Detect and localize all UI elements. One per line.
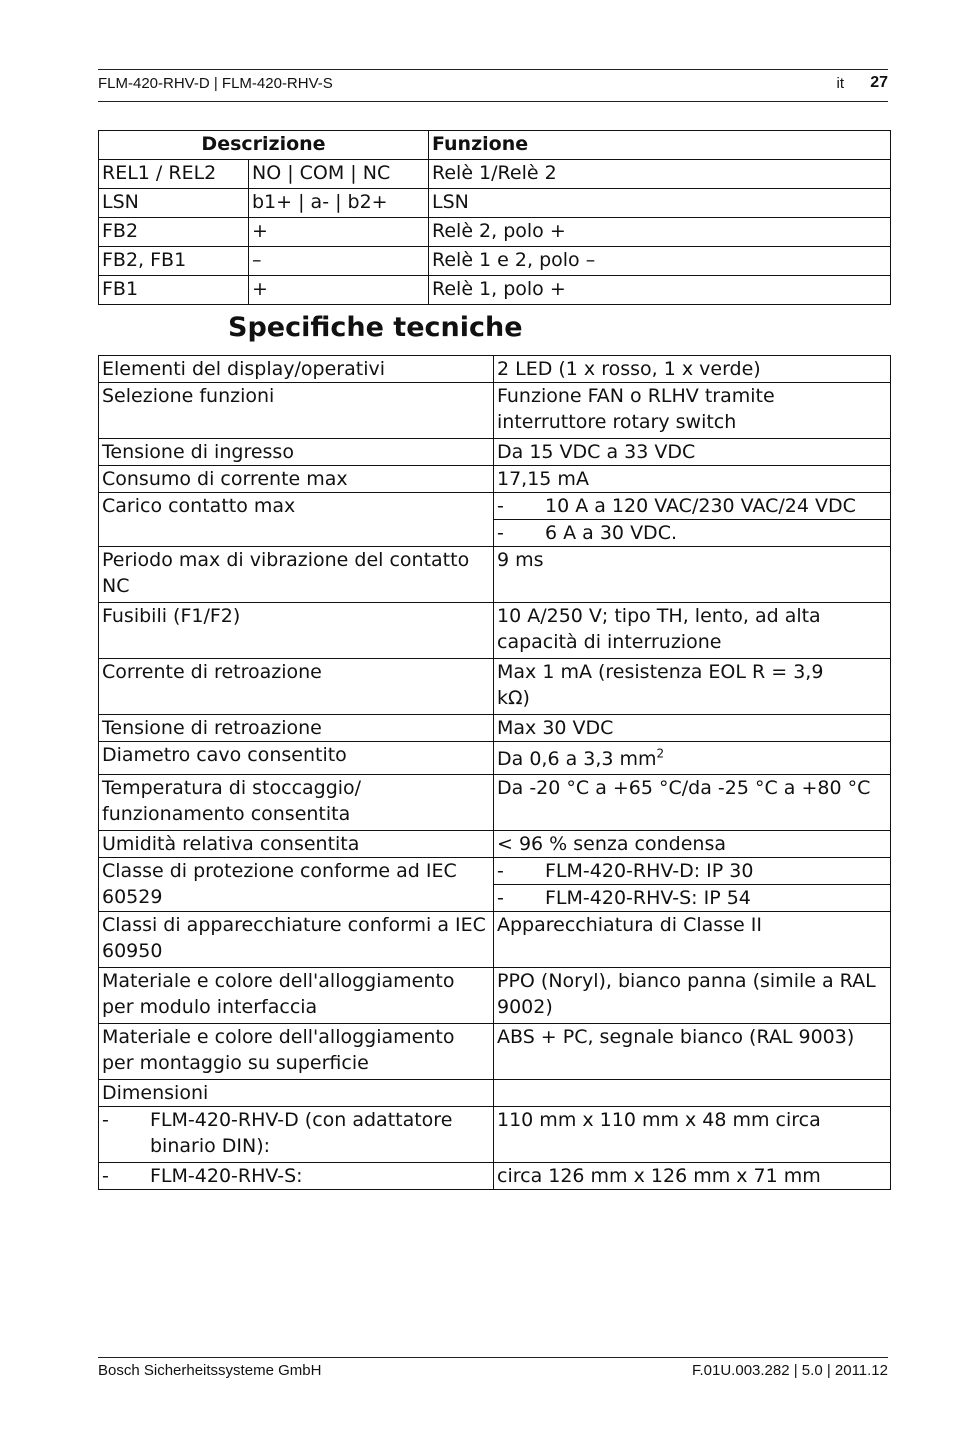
table-row xyxy=(99,858,891,885)
table-row xyxy=(99,831,891,858)
spec-label: Consumo di corrente max xyxy=(99,466,494,493)
spec-value: ABS + PC, segnale bianco (RAL 9003) xyxy=(494,1024,891,1080)
table-row xyxy=(99,775,891,831)
spec-label: Umidità relativa consentita xyxy=(99,831,494,858)
spec-value: 110 mm x 110 mm x 48 mm circa xyxy=(494,1107,891,1163)
table-row xyxy=(99,912,891,968)
page-number: 27 xyxy=(870,74,888,91)
bullet-dash: - xyxy=(497,887,504,909)
spec-value: Apparecchiatura di Classe II xyxy=(494,912,891,968)
table-cell: Relè 1 e 2, polo – xyxy=(429,247,891,276)
column-header-funzione: Funzione xyxy=(429,131,891,160)
spec-label: Tensione di retroazione xyxy=(99,715,494,742)
table-cell: b1+ | a- | b2+ xyxy=(249,189,429,218)
table-row xyxy=(99,356,891,383)
table-row xyxy=(99,547,891,603)
spec-value: Da 0,6 a 3,3 mm xyxy=(497,748,657,770)
bullet-dash: - xyxy=(497,495,504,517)
spec-label: FLM-420-RHV-S: xyxy=(150,1165,303,1187)
table-row xyxy=(99,439,891,466)
spec-value: 9 ms xyxy=(494,547,891,603)
page-footer xyxy=(98,1357,888,1388)
spec-label: Classi di apparecchiature conformi a IEC 60950 xyxy=(99,912,494,968)
table-row xyxy=(99,247,891,276)
spec-value: FLM-420-RHV-D: IP 30 xyxy=(545,860,754,882)
spec-value: FLM-420-RHV-S: IP 54 xyxy=(545,887,751,909)
table-cell: LSN xyxy=(99,189,249,218)
table-row xyxy=(99,383,891,439)
spec-value: 17,15 mA xyxy=(494,466,891,493)
table-row xyxy=(99,466,891,493)
spec-value: PPO (Noryl), bianco panna (simile a RAL 9002) xyxy=(494,968,891,1024)
spec-label: Materiale e colore dell'alloggiamento per montaggio su superficie xyxy=(99,1024,494,1080)
spec-value-bullet xyxy=(494,493,891,520)
spec-label: Diametro cavo consentito xyxy=(99,742,494,775)
table-row xyxy=(99,1163,891,1190)
bullet-dash: - xyxy=(102,1165,109,1187)
spec-label-bullet xyxy=(99,1163,494,1190)
table-cell: LSN xyxy=(429,189,891,218)
table-row xyxy=(99,160,891,189)
header-language: it xyxy=(836,75,844,92)
section-title: Specifiche tecniche xyxy=(228,312,523,343)
footer-company: Bosch Sicherheitssysteme GmbH xyxy=(98,1362,322,1379)
spec-value-bullet xyxy=(494,885,891,912)
table-row xyxy=(99,715,891,742)
bullet-dash: - xyxy=(497,522,504,544)
table-cell: + xyxy=(249,276,429,305)
bullet-dash: - xyxy=(497,860,504,882)
spec-label: Periodo max di vibrazione del contatto NC xyxy=(99,547,494,603)
table-row xyxy=(99,742,891,775)
spec-label: FLM-420-RHV-D (con adattatore binario DIN): xyxy=(150,1109,453,1157)
table-row xyxy=(99,1107,891,1163)
spec-value-cell xyxy=(494,742,891,775)
table-row xyxy=(99,1080,891,1107)
spec-value xyxy=(494,1080,891,1107)
spec-label: Tensione di ingresso xyxy=(99,439,494,466)
spec-label: Corrente di retroazione xyxy=(99,659,494,715)
table-cell: Relè 1/Relè 2 xyxy=(429,160,891,189)
spec-value: Da 15 VDC a 33 VDC xyxy=(494,439,891,466)
table-row xyxy=(99,493,891,520)
column-header-descrizione: Descrizione xyxy=(99,131,429,160)
header-models: FLM-420-RHV-D | FLM-420-RHV-S xyxy=(98,75,333,92)
spec-value-bullet xyxy=(494,858,891,885)
table-row xyxy=(99,189,891,218)
spec-label: Classe di protezione conforme ad IEC 60529 xyxy=(99,858,494,912)
spec-label: Dimensioni xyxy=(99,1080,494,1107)
spec-value: Max 30 VDC xyxy=(494,715,891,742)
table-row xyxy=(99,659,891,715)
table-cell: + xyxy=(249,218,429,247)
table-cell: Relè 2, polo + xyxy=(429,218,891,247)
table-cell: FB2, FB1 xyxy=(99,247,249,276)
table-cell: Relè 1, polo + xyxy=(429,276,891,305)
spec-label: Temperatura di stoccaggio/ funzionamento consentita xyxy=(99,775,494,831)
spec-label: Fusibili (F1/F2) xyxy=(99,603,494,659)
table-row xyxy=(99,218,891,247)
spec-value: Da -20 °C a +65 °C/da -25 °C a +80 °C xyxy=(494,775,891,831)
spec-value: 2 LED (1 x rosso, 1 x verde) xyxy=(494,356,891,383)
table-header-row xyxy=(99,131,891,160)
page-header xyxy=(98,69,888,102)
footer-document-id: F.01U.003.282 | 5.0 | 2011.12 xyxy=(692,1362,888,1379)
table-row xyxy=(99,603,891,659)
spec-value: < 96 % senza condensa xyxy=(494,831,891,858)
superscript-exponent: 2 xyxy=(656,746,665,761)
spec-value: 10 A a 120 VAC/230 VAC/24 VDC xyxy=(545,495,856,517)
spec-label-bullet xyxy=(99,1107,494,1163)
spec-value: 6 A a 30 VDC. xyxy=(545,522,677,544)
table-row xyxy=(99,276,891,305)
table-cell: FB1 xyxy=(99,276,249,305)
spec-label: Materiale e colore dell'alloggiamento per modulo interfaccia xyxy=(99,968,494,1024)
table-cell: REL1 / REL2 xyxy=(99,160,249,189)
spec-value: Max 1 mA (resistenza EOL R = 3,9 kΩ) xyxy=(494,659,891,715)
table-cell: FB2 xyxy=(99,218,249,247)
table-cell: NO | COM | NC xyxy=(249,160,429,189)
spec-value-bullet xyxy=(494,520,891,547)
spec-label: Carico contatto max xyxy=(99,493,494,547)
table-row xyxy=(99,1024,891,1080)
bullet-dash: - xyxy=(102,1109,109,1131)
connections-table xyxy=(98,130,891,305)
spec-label: Selezione funzioni xyxy=(99,383,494,439)
spec-label: Elementi del display/operativi xyxy=(99,356,494,383)
spec-value: Funzione FAN o RLHV tramite interruttore rotary switch xyxy=(494,383,891,439)
spec-value: circa 126 mm x 126 mm x 71 mm xyxy=(494,1163,891,1190)
table-cell: – xyxy=(249,247,429,276)
spec-value: 10 A/250 V; tipo TH, lento, ad alta capacità di interruzione xyxy=(494,603,891,659)
table-row xyxy=(99,968,891,1024)
specs-table xyxy=(98,355,891,1190)
